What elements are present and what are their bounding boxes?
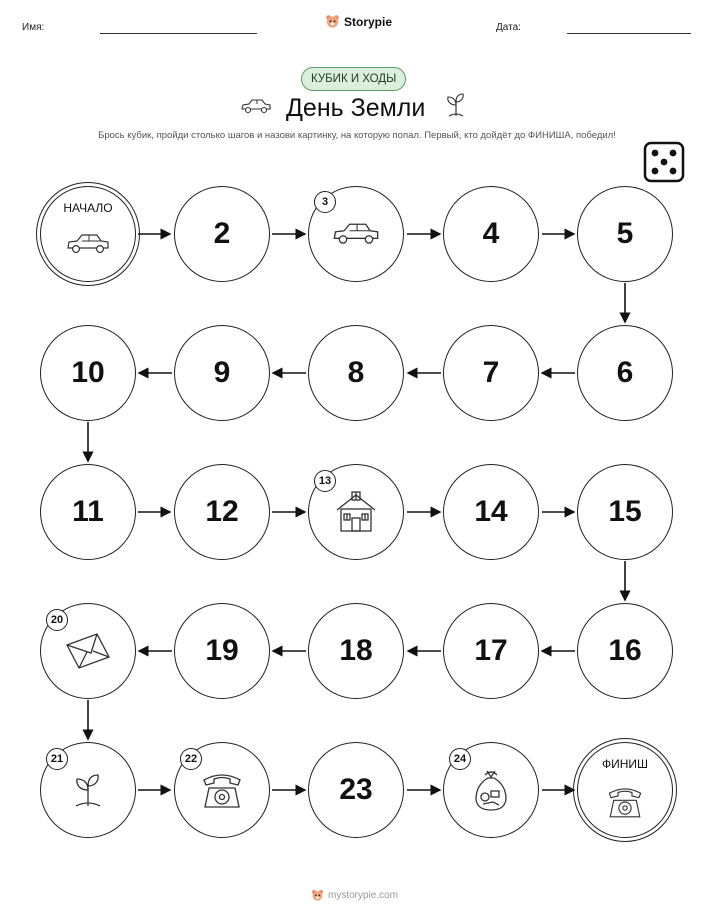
game-type-badge: КУБИК И ХОДЫ	[301, 67, 406, 91]
bear-logo-icon	[311, 889, 324, 902]
cell-number: 12	[205, 495, 239, 528]
school-house-icon	[333, 490, 379, 534]
finish-cell	[577, 742, 673, 838]
telephone-icon	[605, 784, 645, 820]
cell-number: 10	[71, 356, 105, 389]
trash-bag-icon	[471, 767, 511, 813]
board-cell-19	[174, 603, 270, 699]
brand-name: Storypie	[344, 14, 393, 29]
cell-number: 18	[339, 634, 373, 667]
cell-number: 5	[616, 217, 634, 250]
cell-number: 2	[213, 217, 231, 250]
finish-label: ФИНИШ	[601, 757, 649, 771]
cell-number: 19	[205, 634, 239, 667]
board-cell-15	[577, 464, 673, 560]
board-cell-9	[174, 325, 270, 421]
board-cell-16	[577, 603, 673, 699]
board-cell-18	[308, 603, 404, 699]
board-cell-4	[443, 186, 539, 282]
cell-number: 8	[347, 356, 365, 389]
footer	[311, 889, 398, 902]
footer-site-link[interactable]: mystorypie.com	[328, 890, 399, 901]
cell-number: 6	[616, 356, 634, 389]
cell-number: 15	[608, 495, 642, 528]
cell-number: 23	[339, 773, 373, 806]
cell-number: 4	[482, 217, 500, 250]
start-cell	[40, 186, 136, 282]
board-cell-6	[577, 325, 673, 421]
telephone-icon	[199, 770, 245, 810]
board-cell-11	[40, 464, 136, 560]
cell-badge-22: 22	[180, 748, 202, 770]
name-label: Имя:	[22, 22, 45, 33]
cell-badge-21: 21	[46, 748, 68, 770]
cell-badge-24: 24	[449, 748, 471, 770]
board-cell-14	[443, 464, 539, 560]
sprout-icon	[70, 770, 106, 810]
cell-number: 17	[474, 634, 508, 667]
cell-number: 14	[474, 495, 508, 528]
car-icon	[331, 221, 381, 247]
cell-badge-3: 3	[314, 191, 336, 213]
car-icon	[65, 232, 111, 256]
cell-number: 11	[72, 495, 104, 528]
board-cell-5	[577, 186, 673, 282]
board-cell-23	[308, 742, 404, 838]
cell-badge-20: 20	[46, 609, 68, 631]
date-label: Дата:	[496, 22, 521, 33]
cell-number: 9	[213, 356, 231, 389]
board-cell-8	[308, 325, 404, 421]
cell-number: 16	[608, 634, 642, 667]
start-label: НАЧАЛО	[63, 201, 113, 215]
board-cell-10	[40, 325, 136, 421]
instructions-text: Брось кубик, пройди столько шагов и назови картинку, на которую попал. Первый, кто дойдёт до ФИНИША, победил!	[98, 130, 616, 141]
page-title: День Земли	[286, 94, 426, 122]
cell-number: 7	[482, 356, 500, 389]
board-cell-12	[174, 464, 270, 560]
board-cell-7	[443, 325, 539, 421]
board-cell-2	[174, 186, 270, 282]
envelope-icon	[63, 631, 113, 671]
board-cell-17	[443, 603, 539, 699]
cell-badge-13: 13	[314, 470, 336, 492]
